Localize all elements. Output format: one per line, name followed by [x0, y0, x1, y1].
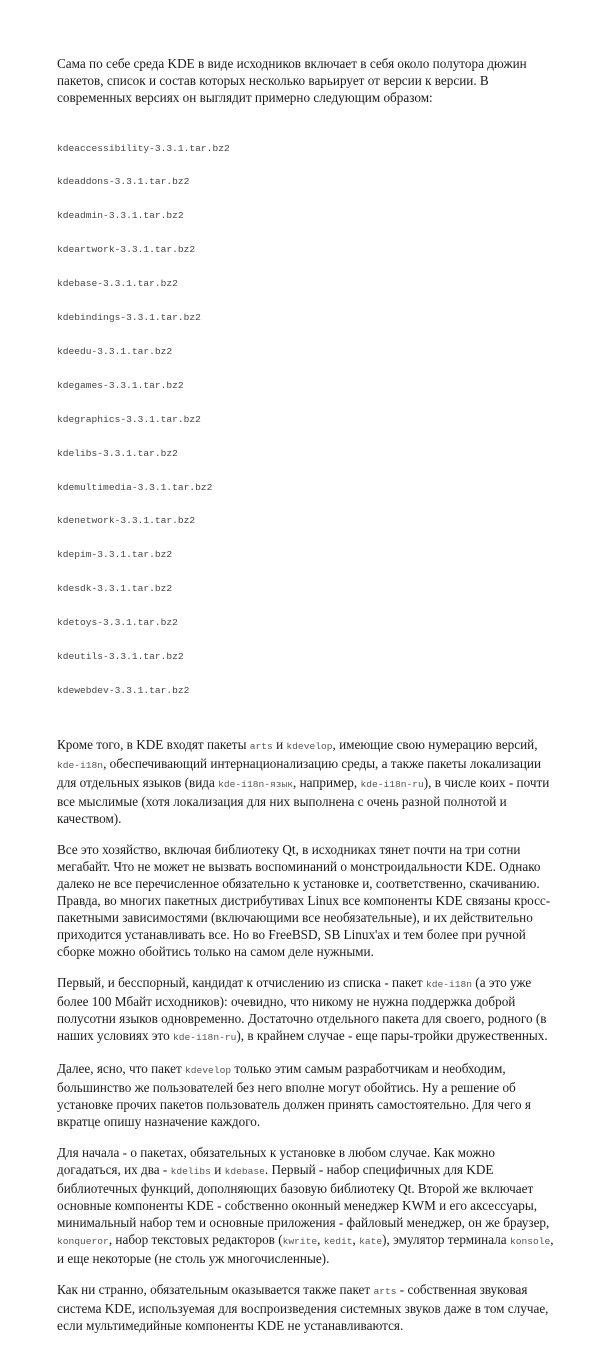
inline-code: konsole [509, 1235, 551, 1247]
inline-code: kwrite [282, 1235, 318, 1247]
text: и [272, 736, 287, 752]
text: , [352, 1231, 360, 1247]
text: ), в числе коих - почти все мыслимые (хотя локализация для них выполнена с очень разной полнотой и качеством). [57, 774, 550, 826]
package-item: kdebindings-3.3.1.tar.bz2 [57, 312, 201, 324]
document-page [57, 55, 557, 1348]
text: Далее, ясно, что пакет [57, 1060, 186, 1076]
inline-code: kde-i18n [425, 978, 472, 990]
package-item: kdebase-3.3.1.tar.bz2 [57, 278, 178, 290]
inline-code: kdebase [224, 1165, 265, 1177]
package-list [57, 120, 557, 719]
package-item: kdeaccessibility-3.3.1.tar.bz2 [57, 142, 230, 154]
text: . Первый - набор специфичных для KDE библиотечных функций, дополняющих базовую библиотеку Qt. Второй же включает основные компоненты KDE - собственно оконный менеджер KWM и его аксессуары, минимальный набор тем и основные приложения - файловый менеджер, он же браузер, [57, 1161, 550, 1230]
text: , набор текстовых редакторов ( [108, 1231, 283, 1247]
inline-code: konqueror [57, 1235, 109, 1247]
text: , обеспечивающий интернационализацию среды, а также пакеты локализации для отдельных языков (вида [57, 755, 542, 790]
inline-code: kdelibs [170, 1165, 211, 1177]
package-item: kdesdk-3.3.1.tar.bz2 [57, 583, 173, 595]
text: Для начала - о пакетах, обязательных к установке в любом случае. Как можно догадаться, их два - [57, 1144, 496, 1177]
inline-code: arts [373, 1285, 397, 1297]
text: только этим самым разработчикам и необходим, большинство же пользователей без него вполне могут обойтись. Ну а решение об установке прочих пакетов пользователь должен принять самостоятельно. Для чего я вкратце опишу назначение каждого. [57, 1060, 531, 1129]
paragraph-size: Все это хозяйство, включая библиотеку Qt, в исходниках тянет почти на три сотни мегабайт. Что не может не вызвать воспоминаний о монстроидальности KDE. Однако далеко не все перечисленное обязательно к установке и, соответственно, скачиванию. Правда, во многих пакетных дистрибутивах Linux все компоненты KDE связаны кросс-пакетными зависимостями (включающими все необязательные), и их действительно приходится устанавливать все. Но во FreeBSD, SB Linux'ax и тем более при ручной сборке можно обойтись только на самом деле нужными. [57, 841, 551, 959]
text: Как ни странно, обязательным оказывается также пакет [57, 1281, 374, 1297]
text: , [317, 1231, 324, 1247]
paragraph-i18n [57, 974, 557, 1046]
inline-code: arts [249, 740, 273, 752]
text: , и еще некоторые (не столь уж многочисленные). [57, 1231, 554, 1266]
text: ), в крайнем случае - еще пары-тройки дружественных. [236, 1027, 548, 1043]
package-item: kdelibs-3.3.1.tar.bz2 [57, 447, 178, 459]
package-item: kdewebdev-3.3.1.tar.bz2 [57, 684, 190, 696]
inline-code: kde-i18n-язык [218, 778, 293, 790]
package-item: kdegraphics-3.3.1.tar.bz2 [57, 413, 201, 425]
text: Первый, и бесспорный, кандидат к отчислению из списка - пакет [57, 974, 426, 990]
package-item: kdemultimedia-3.3.1.tar.bz2 [57, 481, 213, 493]
paragraph-intro: Сама по себе среда KDE в виде исходников включает в себя около полутора дюжин пакетов, список и состав которых несколько варьирует от версии к версии. В современных версиях он выглядит примерно следующим образом: [57, 56, 527, 105]
text: ), эмулятор терминала [382, 1231, 510, 1247]
text: и [210, 1161, 225, 1177]
text: (а это уже более 100 Мбайт исходников): очевидно, что никому не нужна поддержка доброй полусотни языков одновременно. Достаточно отдельного пакета для своего, родного (в наших условиях это [57, 974, 547, 1043]
text: Кроме того, в KDE входят пакеты [57, 736, 250, 752]
paragraph-extra-packages [57, 736, 557, 827]
package-item: kdeaddons-3.3.1.tar.bz2 [57, 176, 190, 188]
text: - собственная звуковая система KDE, используемая для воспроизведения системных звуков даже в том случае, если мультимедийные компоненты KDE не устанавливаются. [57, 1281, 549, 1333]
paragraph-arts [57, 1281, 557, 1334]
inline-code: kde-i18n [57, 759, 104, 771]
package-item: kdetoys-3.3.1.tar.bz2 [57, 617, 178, 629]
inline-code: kdevelop [286, 740, 333, 752]
package-item: kdegames-3.3.1.tar.bz2 [57, 379, 184, 391]
package-item: kdepim-3.3.1.tar.bz2 [57, 549, 173, 561]
inline-code: kdevelop [185, 1064, 232, 1076]
inline-code: kedit [323, 1235, 353, 1247]
inline-code: kde-i18n-ru [173, 1031, 237, 1043]
paragraph-required [57, 1144, 557, 1267]
package-item: kdeutils-3.3.1.tar.bz2 [57, 650, 184, 662]
inline-code: kde-i18n-ru [360, 778, 424, 790]
package-item: kdeadmin-3.3.1.tar.bz2 [57, 210, 184, 222]
text: , имеющие свою нумерацию версий, [332, 736, 538, 752]
text: , например, [293, 774, 361, 790]
paragraph-kdevelop [57, 1060, 557, 1130]
package-item: kdenetwork-3.3.1.tar.bz2 [57, 515, 196, 527]
package-item: kdeartwork-3.3.1.tar.bz2 [57, 244, 196, 256]
inline-code: kate [359, 1235, 383, 1247]
package-item: kdeedu-3.3.1.tar.bz2 [57, 345, 173, 357]
